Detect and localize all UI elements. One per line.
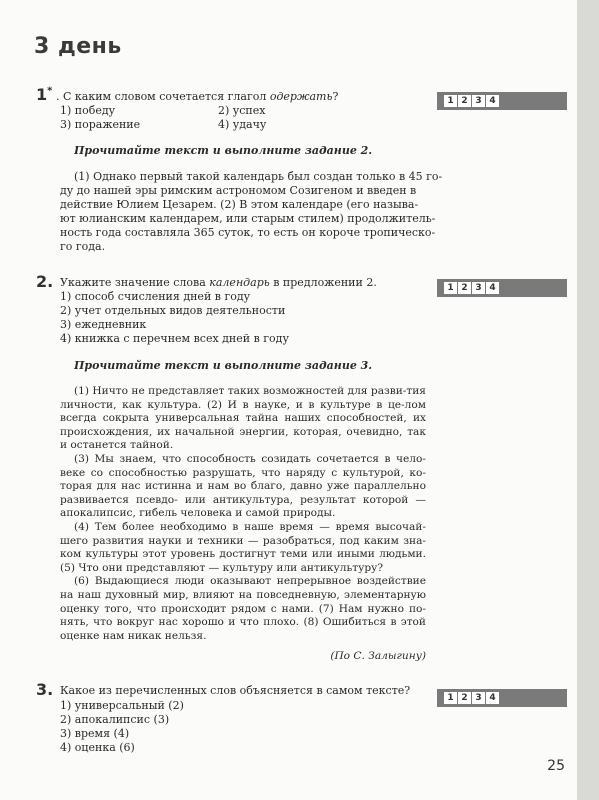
text3-source: (По С. Залыгину)	[330, 650, 426, 662]
q1-option-2[interactable]: 2) успех	[218, 104, 266, 117]
q3-answer-cell-1[interactable]: 1	[444, 692, 457, 704]
q3-answer-cell-2[interactable]: 2	[458, 692, 471, 704]
q1-option-1[interactable]: 1) победу	[60, 104, 116, 117]
q2-answer-cell-1[interactable]: 1	[444, 282, 457, 294]
page-number: 25	[547, 758, 565, 774]
q1-star: *	[47, 85, 53, 97]
q1-answer-cell-4[interactable]: 4	[486, 95, 499, 107]
text2-line: (1) Однако первый такой календарь был создан только в 45 го-	[74, 170, 443, 183]
text2-line: ду до нашей эры римским астрономом Созигеном и введен в	[60, 184, 417, 197]
text3-paragraph: (3) Мы знаем, что способность созидать сочетается в чело-веке со способностью разрушать, что наряду с культурой, ко-торая для нас истинна и нам во благо, давно уже параллельно развивается псевдо- или антикультура, результат которой — апокалипсис, гибель человека и самой природы.	[60, 452, 426, 520]
text3-body	[60, 385, 426, 643]
q1-question: . С каким словом сочетается глагол одержать?	[56, 90, 339, 103]
q1-option-3[interactable]: 3) поражение	[60, 118, 141, 131]
q2-option-3[interactable]: 3) ежедневник	[60, 318, 147, 331]
q2-option-4[interactable]: 4) книжка с перечнем всех дней в году	[60, 332, 289, 345]
text2-line: ность года составляла 365 суток, то есть он короче тропическо-	[60, 226, 436, 239]
q2-option-2[interactable]: 2) учет отдельных видов деятельности	[60, 304, 286, 317]
instruction-3: Прочитайте текст и выполните задание 3.	[74, 359, 373, 372]
q2-answer-cell-2[interactable]: 2	[458, 282, 471, 294]
q3-answer-box	[437, 689, 567, 707]
q3-answer-cell-3[interactable]: 3	[472, 692, 485, 704]
day-title: 3 день	[34, 34, 122, 59]
q2-answer-cell-3[interactable]: 3	[472, 282, 485, 294]
q3-option-2[interactable]: 2) апокалипсис (3)	[60, 713, 170, 726]
q3-option-1[interactable]: 1) универсальный (2)	[60, 699, 184, 712]
q1-answer-cell-3[interactable]: 3	[472, 95, 485, 107]
q2-number: 2.	[36, 272, 54, 291]
q2-question: Укажите значение слова календарь в предложении 2.	[60, 276, 377, 289]
q1-number: 1*	[36, 85, 53, 104]
instruction-2: Прочитайте текст и выполните задание 2.	[74, 144, 373, 157]
q3-answer-cell-4[interactable]: 4	[486, 692, 499, 704]
q2-answer-box	[437, 279, 567, 297]
q3-option-4[interactable]: 4) оценка (6)	[60, 741, 135, 754]
q1-answer-cell-1[interactable]: 1	[444, 95, 457, 107]
q1-option-4[interactable]: 4) удачу	[218, 118, 267, 131]
page-edge-strip	[577, 0, 599, 800]
q3-number: 3.	[36, 680, 54, 699]
text2-line: действие Юлием Цезарем. (2) В этом календаре (его называ-	[60, 198, 419, 211]
text2-line: ют юлианским календарем, или старым стилем) продолжитель-	[60, 212, 436, 225]
q2-answer-cell-4[interactable]: 4	[486, 282, 499, 294]
q1-answer-cell-2[interactable]: 2	[458, 95, 471, 107]
q2-option-1[interactable]: 1) способ счисления дней в году	[60, 290, 251, 303]
q1-answer-box	[437, 92, 567, 110]
text3-paragraph: (6) Выдающиеся люди оказывают непрерывное воздействие на наш духовный мир, влияют на повседневную, элементарную оценку того, что происходит рядом с нами. (7) Нам нужно по-нять, что вокруг нас хорошо и что плохо. (8) Ошибиться в этой оценке нам никак нельзя.	[60, 575, 426, 642]
q3-question: Какое из перечисленных слов объясняется в самом тексте?	[60, 684, 411, 697]
text3-paragraph: (4) Тем более необходимо в наше время — время высочай-шего развития науки и техники — разобраться, под каким зна-ком культуры этот уровень достигнут теми или иными людьми. (5) Что они представляют — культуру или антикультуру?	[60, 520, 426, 574]
text3-paragraph: (1) Ничто не представляет таких возможностей для разви-тия личности, как культура. (2) И в науке, и в культуре в це-лом всегда сокрыта универсальная тайна наших способностей, их происхождения, их начальной энергии, которая, очевидно, так и останется тайной.	[60, 385, 426, 452]
q3-option-3[interactable]: 3) время (4)	[60, 727, 130, 740]
text2-line: го года.	[60, 240, 106, 253]
